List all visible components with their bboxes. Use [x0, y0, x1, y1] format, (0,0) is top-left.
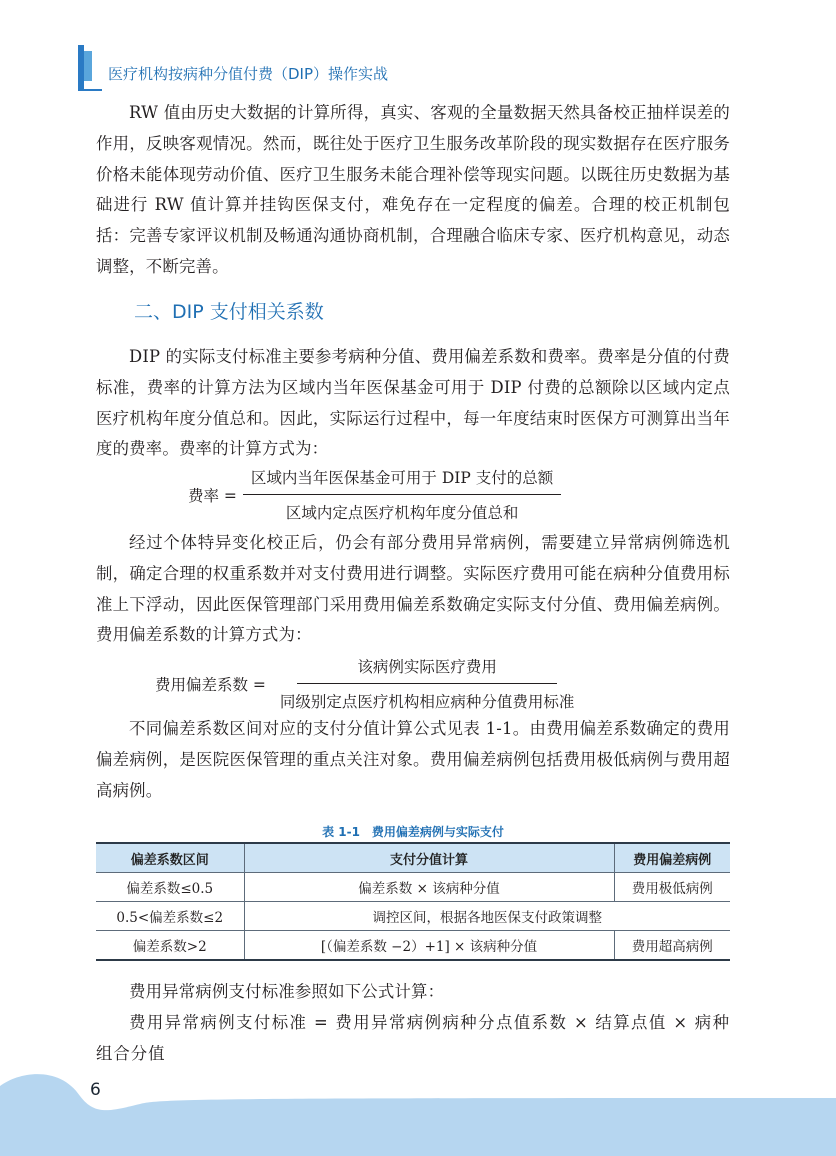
- table-row: [96, 873, 730, 902]
- header-rule: [78, 89, 102, 91]
- table-header-row: [96, 843, 730, 873]
- table-cell: [（偏差系数 −2）+1] × 该病种分值: [244, 931, 614, 961]
- paragraph-fee-rate: DIP 的实际支付标准主要参考病种分值、费用偏差系数和费率。费率是分值的付费标准，费率的计算方法为区域内当年医保基金可用于 DIP 付费的总额除以区域内定点医疗机构年度分值总和。因此，实际运行过程中，每一年度结束时医保方可测算出当年度的费率。费率的计算方式为：: [96, 347, 730, 459]
- table-cell: 偏差系数>2: [96, 931, 244, 961]
- paragraph-table-reference: 不同偏差系数区间对应的支付分值计算公式见表 1-1。由费用偏差系数确定的费用偏差病例，是医院医保管理的重点关注对象。费用偏差病例包括费用极低病例与费用超高病例。: [96, 719, 730, 800]
- formula-fee-rate: [188, 466, 561, 523]
- running-title: 医疗机构按病种分值付费（DIP）操作实战: [108, 65, 389, 83]
- table-cell: 费用超高病例: [614, 931, 730, 961]
- formula-deviation-coefficient: [155, 655, 582, 712]
- page-number: 6: [90, 1080, 101, 1100]
- formula-deviation-lhs: 费用偏差系数 =: [155, 675, 266, 694]
- formula-deviation-numerator: 该病例实际医疗费用: [297, 655, 557, 684]
- formula-fee-rate-fraction: [243, 466, 561, 523]
- footer-wave-decoration: [0, 1066, 836, 1156]
- table-header-cell: 偏差系数区间: [96, 843, 244, 873]
- paragraph-abnormal-intro: 费用异常病例支付标准参照如下公式计算：: [129, 982, 445, 1001]
- formula-fee-rate-lhs: 费率 =: [188, 486, 237, 505]
- paragraph-rw-correction: RW 值由历史大数据的计算所得，真实、客观的全量数据天然具备校正抽样误差的作用，反映客观情况。然而，既往处于医疗卫生服务改革阶段的现实数据存在医疗服务价格未能体现劳动价值、医疗卫生服务未能合理补偿等现实问题。以既往历史数据为基础进行 RW 值计算并挂钩医保支付，难免存在一定程度的偏差。合理的校正机制包括：完善专家评议机制及畅通沟通协商机制，合理融合临床专家、医疗机构意见，动态调整，不断完善。: [96, 103, 730, 276]
- table-cell: 费用极低病例: [614, 873, 730, 902]
- paragraph-abnormal-formula: 费用异常病例支付标准 = 费用异常病例病种分点值系数 × 结算点值 × 病种组合分值: [96, 1013, 730, 1063]
- running-header: [72, 45, 432, 105]
- paragraph-deviation: 经过个体特异变化校正后，仍会有部分费用异常病例，需要建立异常病例筛选机制，确定合理的权重系数并对支付费用进行调整。实际医疗费用可能在病种分值费用标准上下浮动，因此医保管理部门采用费用偏差系数确定实际支付分值、费用偏差病例。费用偏差系数的计算方式为：: [96, 533, 730, 645]
- table-cell: 调控区间，根据各地医保支付政策调整: [244, 902, 730, 931]
- table-row: [96, 931, 730, 961]
- formula-fee-rate-numerator: 区域内当年医保基金可用于 DIP 支付的总额: [243, 466, 561, 495]
- table-caption: 表 1-1 费用偏差病例与实际支付: [322, 825, 504, 839]
- table-cell: 偏差系数≤0.5: [96, 873, 244, 902]
- formula-deviation-denominator: 同级别定点医疗机构相应病种分值费用标准: [279, 693, 575, 711]
- table-header-cell: 支付分值计算: [244, 843, 614, 873]
- section-heading: 二、DIP 支付相关系数: [134, 301, 324, 323]
- table-header-cell: 费用偏差病例: [614, 843, 730, 873]
- table-cell: 0.5<偏差系数≤2: [96, 902, 244, 931]
- formula-fee-rate-denominator: 区域内定点医疗机构年度分值总和: [285, 504, 519, 522]
- table-cell: 偏差系数 × 该病种分值: [244, 873, 614, 902]
- deviation-table: [96, 842, 730, 961]
- formula-deviation-fraction: [272, 655, 583, 712]
- header-accent-tab: [84, 51, 92, 81]
- table-row: [96, 902, 730, 931]
